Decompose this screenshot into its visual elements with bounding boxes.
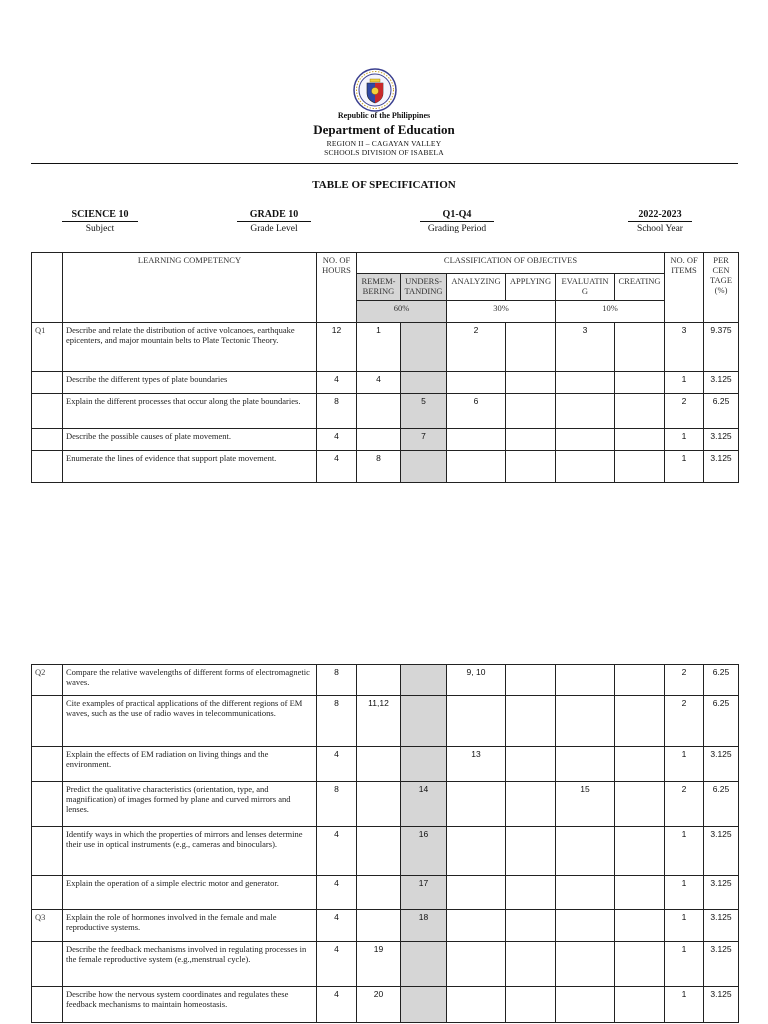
percentage-cell: 3.125	[704, 827, 739, 876]
analyzing-cell	[447, 696, 506, 747]
evaluating-cell	[556, 987, 615, 1023]
competency-cell: Describe the possible causes of plate movement.	[63, 429, 317, 451]
evaluating-cell	[556, 942, 615, 987]
hours-cell: 8	[317, 665, 357, 696]
quarter-cell: Q2	[32, 665, 63, 696]
table-row	[32, 910, 739, 942]
understanding-cell	[401, 323, 447, 372]
remembering-cell	[357, 429, 401, 451]
applying-cell	[506, 942, 556, 987]
creating-cell	[615, 451, 665, 483]
table-row	[32, 827, 739, 876]
header-understanding: UNDERS-TANDING	[401, 274, 447, 301]
percentage-cell: 6.25	[704, 696, 739, 747]
analyzing-cell	[447, 372, 506, 394]
applying-cell	[506, 394, 556, 429]
header-items: NO. OF ITEMS	[665, 253, 704, 323]
understanding-cell: 5	[401, 394, 447, 429]
evaluating-cell	[556, 451, 615, 483]
competency-cell: Cite examples of practical applications of the different regions of EM waves, such as the use of radio waves in telecommunications.	[63, 696, 317, 747]
competency-cell: Explain the different processes that occur along the plate boundaries.	[63, 394, 317, 429]
table-row	[32, 323, 739, 372]
understanding-cell: 16	[401, 827, 447, 876]
hours-cell: 4	[317, 747, 357, 782]
evaluating-cell	[556, 665, 615, 696]
items-cell: 2	[665, 394, 704, 429]
applying-cell	[506, 696, 556, 747]
evaluating-cell	[556, 372, 615, 394]
quarter-cell: Q1	[32, 323, 63, 372]
remembering-cell	[357, 782, 401, 827]
competency-cell: Explain the operation of a simple electric motor and generator.	[63, 876, 317, 910]
quarter-cell: Q3	[32, 910, 63, 942]
document-title: TABLE OF SPECIFICATION	[312, 179, 456, 191]
quarter-cell	[32, 429, 63, 451]
quarter-cell	[32, 942, 63, 987]
table-row	[32, 747, 739, 782]
creating-cell	[615, 323, 665, 372]
competency-cell: Describe the feedback mechanisms involved in regulating processes in the female reproductive system (e.g.,menstrual cycle).	[63, 942, 317, 987]
applying-cell	[506, 665, 556, 696]
quarter-cell	[32, 372, 63, 394]
hours-cell: 4	[317, 827, 357, 876]
year-label: School Year	[637, 224, 683, 234]
items-cell: 1	[665, 372, 704, 394]
items-cell: 1	[665, 827, 704, 876]
percentage-cell: 6.25	[704, 665, 739, 696]
evaluating-cell: 15	[556, 782, 615, 827]
grade-value: GRADE 10	[237, 209, 311, 222]
items-cell: 2	[665, 665, 704, 696]
period-field	[420, 209, 494, 234]
remembering-cell: 20	[357, 987, 401, 1023]
understanding-cell	[401, 665, 447, 696]
competency-cell: Enumerate the lines of evidence that support plate movement.	[63, 451, 317, 483]
header-evaluating: EVALUATIN G	[556, 274, 615, 301]
understanding-cell: 7	[401, 429, 447, 451]
competency-cell: Predict the qualitative characteristics (orientation, type, and magnification) of images formed by plane and curved mirrors and lenses.	[63, 782, 317, 827]
evaluating-cell	[556, 910, 615, 942]
period-value: Q1-Q4	[420, 209, 494, 222]
creating-cell	[615, 782, 665, 827]
competency-cell: Describe and relate the distribution of active volcanoes, earthquake epicenters, and major mountain belts to Plate Tectonic Theory.	[63, 323, 317, 372]
understanding-cell	[401, 372, 447, 394]
items-cell: 1	[665, 747, 704, 782]
remembering-cell: 11,12	[357, 696, 401, 747]
competency-cell: Explain the role of hormones involved in the female and male reproductive systems.	[63, 910, 317, 942]
quarter-cell	[32, 876, 63, 910]
division-line: SCHOOLS DIVISION OF ISABELA	[324, 148, 444, 157]
analyzing-cell	[447, 876, 506, 910]
creating-cell	[615, 942, 665, 987]
period-label: Grading Period	[427, 224, 487, 234]
percentage-cell: 3.125	[704, 429, 739, 451]
remembering-cell	[357, 394, 401, 429]
percentage-cell: 3.125	[704, 942, 739, 987]
hours-cell: 4	[317, 429, 357, 451]
grade-field	[237, 209, 311, 234]
understanding-cell: 14	[401, 782, 447, 827]
applying-cell	[506, 910, 556, 942]
percentage-cell: 9.375	[704, 323, 739, 372]
remembering-cell: 19	[357, 942, 401, 987]
hours-cell: 8	[317, 782, 357, 827]
items-cell: 1	[665, 910, 704, 942]
table-row	[32, 394, 739, 429]
hours-cell: 4	[317, 451, 357, 483]
quarter-cell	[32, 782, 63, 827]
percentage-cell: 3.125	[704, 987, 739, 1023]
analyzing-cell	[447, 910, 506, 942]
creating-cell	[615, 429, 665, 451]
percentage-cell: 3.125	[704, 747, 739, 782]
remembering-cell: 8	[357, 451, 401, 483]
percentage-cell: 3.125	[704, 372, 739, 394]
analyzing-cell	[447, 429, 506, 451]
percentage-cell: 3.125	[704, 451, 739, 483]
specification-table-q1	[31, 252, 739, 483]
evaluating-cell	[556, 876, 615, 910]
header-applying: APPLYING	[506, 274, 556, 301]
remembering-cell	[357, 827, 401, 876]
header-rule	[31, 163, 738, 164]
applying-cell	[506, 782, 556, 827]
creating-cell	[615, 665, 665, 696]
evaluating-cell	[556, 696, 615, 747]
applying-cell	[506, 827, 556, 876]
percent-lots: 60%	[357, 301, 447, 323]
items-cell: 1	[665, 876, 704, 910]
percent-hots: 10%	[556, 301, 665, 323]
applying-cell	[506, 876, 556, 910]
hours-cell: 4	[317, 987, 357, 1023]
table-row	[32, 696, 739, 747]
table-row	[32, 372, 739, 394]
header-creating: CREATING	[615, 274, 665, 301]
quarter-cell	[32, 747, 63, 782]
region-line: REGION II – CAGAYAN VALLEY	[326, 139, 442, 148]
hours-cell: 4	[317, 372, 357, 394]
grade-label: Grade Level	[250, 224, 298, 234]
understanding-cell	[401, 987, 447, 1023]
competency-cell: Describe the different types of plate boundaries	[63, 372, 317, 394]
evaluating-cell	[556, 394, 615, 429]
analyzing-cell: 2	[447, 323, 506, 372]
creating-cell	[615, 394, 665, 429]
header-classification: CLASSIFICATION OF OBJECTIVES	[357, 253, 665, 274]
evaluating-cell	[556, 827, 615, 876]
analyzing-cell	[447, 827, 506, 876]
understanding-cell: 17	[401, 876, 447, 910]
applying-cell	[506, 747, 556, 782]
understanding-cell	[401, 747, 447, 782]
creating-cell	[615, 987, 665, 1023]
remembering-cell: 4	[357, 372, 401, 394]
quarter-cell	[32, 827, 63, 876]
remembering-cell	[357, 910, 401, 942]
applying-cell	[506, 451, 556, 483]
remembering-cell: 1	[357, 323, 401, 372]
understanding-cell	[401, 451, 447, 483]
understanding-cell: 18	[401, 910, 447, 942]
table-row	[32, 782, 739, 827]
competency-cell: Explain the effects of EM radiation on living things and the environment.	[63, 747, 317, 782]
hours-cell: 4	[317, 910, 357, 942]
analyzing-cell	[447, 782, 506, 827]
items-cell: 2	[665, 696, 704, 747]
creating-cell	[615, 696, 665, 747]
department-line: Department of Education	[313, 122, 455, 137]
quarter-cell	[32, 696, 63, 747]
remembering-cell	[357, 665, 401, 696]
evaluating-cell: 3	[556, 323, 615, 372]
hours-cell: 8	[317, 394, 357, 429]
analyzing-cell	[447, 942, 506, 987]
hours-cell: 4	[317, 942, 357, 987]
competency-cell: Identify ways in which the properties of mirrors and lenses determine their use in optical instruments (e.g., cameras and binoculars).	[63, 827, 317, 876]
applying-cell	[506, 372, 556, 394]
items-cell: 1	[665, 987, 704, 1023]
quarter-cell	[32, 987, 63, 1023]
remembering-cell	[357, 747, 401, 782]
year-value: 2022-2023	[628, 209, 692, 222]
creating-cell	[615, 876, 665, 910]
header-hours: NO. OF HOURS	[317, 253, 357, 323]
header-analyzing: ANALYZING	[447, 274, 506, 301]
header-competency: LEARNING COMPETENCY	[63, 253, 317, 323]
subject-label: Subject	[85, 224, 115, 234]
percentage-cell: 6.25	[704, 782, 739, 827]
republic-line: Republic of the Philippines	[337, 111, 431, 120]
evaluating-cell	[556, 747, 615, 782]
items-cell: 1	[665, 942, 704, 987]
percentage-cell: 6.25	[704, 394, 739, 429]
analyzing-cell: 9, 10	[447, 665, 506, 696]
remembering-cell	[357, 876, 401, 910]
competency-cell: Compare the relative wavelengths of different forms of electromagnetic waves.	[63, 665, 317, 696]
quarter-cell	[32, 394, 63, 429]
hours-cell: 8	[317, 696, 357, 747]
specification-table-q2-q3	[31, 664, 739, 1023]
analyzing-cell: 13	[447, 747, 506, 782]
creating-cell	[615, 372, 665, 394]
header-quarter-cell	[32, 253, 63, 323]
creating-cell	[615, 910, 665, 942]
applying-cell	[506, 323, 556, 372]
creating-cell	[615, 747, 665, 782]
table-row	[32, 665, 739, 696]
items-cell: 1	[665, 429, 704, 451]
analyzing-cell: 6	[447, 394, 506, 429]
hours-cell: 4	[317, 876, 357, 910]
hours-cell: 12	[317, 323, 357, 372]
items-cell: 2	[665, 782, 704, 827]
table-row	[32, 429, 739, 451]
analyzing-cell	[447, 451, 506, 483]
creating-cell	[615, 827, 665, 876]
subject-value: SCIENCE 10	[62, 209, 138, 222]
items-cell: 3	[665, 323, 704, 372]
subject-field	[62, 209, 138, 234]
applying-cell	[506, 987, 556, 1023]
table-row	[32, 987, 739, 1023]
evaluating-cell	[556, 429, 615, 451]
understanding-cell	[401, 942, 447, 987]
percent-mots: 30%	[447, 301, 556, 323]
table-row	[32, 942, 739, 987]
understanding-cell	[401, 696, 447, 747]
percentage-cell: 3.125	[704, 876, 739, 910]
header-remembering: REMEM-BERING	[357, 274, 401, 301]
quarter-cell	[32, 451, 63, 483]
header-percentage: PER CEN TAGE (%)	[704, 253, 739, 323]
deped-seal-logo	[353, 68, 397, 112]
year-field	[628, 209, 692, 234]
table-row	[32, 451, 739, 483]
percentage-cell: 3.125	[704, 910, 739, 942]
items-cell: 1	[665, 451, 704, 483]
applying-cell	[506, 429, 556, 451]
competency-cell: Describe how the nervous system coordinates and regulates these feedback mechanisms to maintain homeostasis.	[63, 987, 317, 1023]
analyzing-cell	[447, 987, 506, 1023]
table-row	[32, 876, 739, 910]
